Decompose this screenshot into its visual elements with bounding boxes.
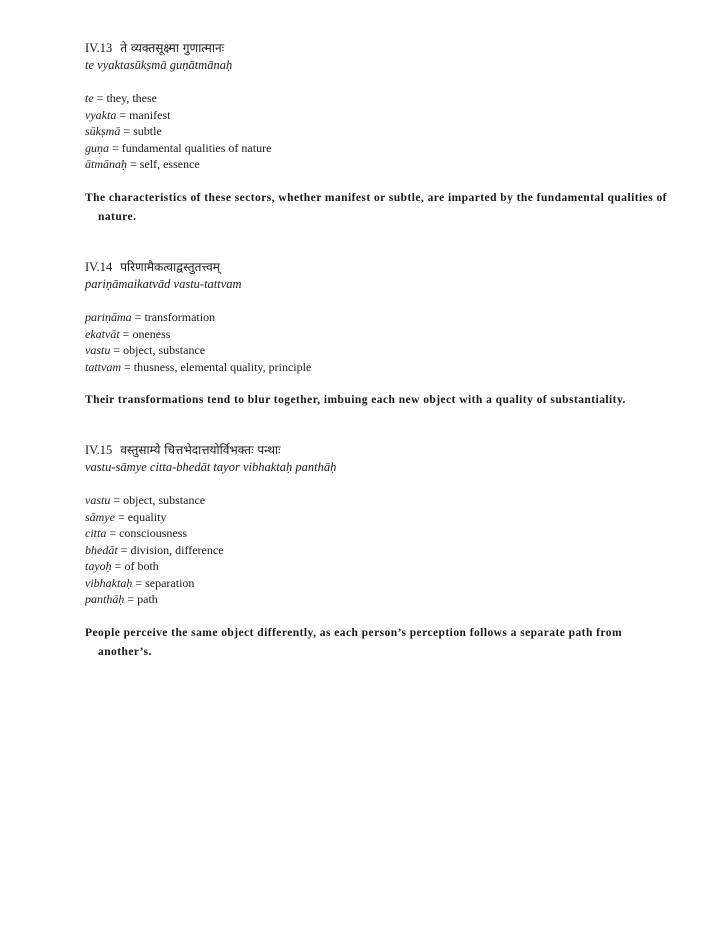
gloss-meaning: subtle — [133, 124, 162, 138]
sutra-block-iv-15 — [85, 442, 685, 662]
sutra-block-iv-13 — [85, 40, 685, 227]
equals-sign: = — [123, 124, 131, 138]
equals-sign: = — [109, 526, 117, 540]
gloss-item — [85, 591, 685, 608]
gloss-term: guṇa — [85, 140, 109, 155]
gloss-item — [85, 156, 685, 173]
equals-sign: = — [120, 542, 128, 557]
gloss-term: vastu — [85, 343, 111, 357]
sutra-heading — [85, 442, 685, 459]
gloss-term: bhedāt — [85, 542, 118, 557]
gloss-term: tayoḥ — [85, 559, 112, 573]
gloss-meaning: transformation — [144, 310, 216, 324]
sutra-devanagari: परिणामैकत्वाद्वस्तुतत्त्वम् — [120, 260, 220, 274]
gloss-item — [85, 542, 685, 559]
equals-sign: = — [96, 91, 104, 105]
gloss-term: te — [85, 91, 94, 105]
equals-sign: = — [127, 592, 135, 606]
sutra-number: IV.15 — [85, 443, 113, 457]
sutra-transliteration: te vyaktasūkṣmā guṇātmānaḥ — [85, 58, 233, 72]
gloss-meaning: separation — [145, 575, 195, 590]
sutra-summary: The characteristics of these sectors, whether manifest or subtle, are imparted by the fundamental qualities of nature. — [85, 191, 667, 223]
equals-sign: = — [112, 140, 119, 155]
gloss-meaning: object, substance — [123, 493, 206, 507]
gloss-term: pariṇāma — [85, 310, 132, 324]
sutra-summary: Their transformations tend to blur together, imbuing each new object with a quality of substantiality. — [85, 394, 626, 406]
gloss-list — [85, 492, 685, 608]
sutra-number: IV.13 — [85, 41, 113, 55]
gloss-item — [85, 140, 685, 157]
gloss-item — [85, 359, 685, 376]
gloss-meaning: equality — [127, 509, 167, 524]
gloss-list — [85, 90, 685, 173]
gloss-item — [85, 107, 685, 124]
gloss-meaning: path — [137, 592, 158, 606]
gloss-meaning: of both — [124, 559, 159, 573]
equals-sign: = — [119, 107, 127, 122]
equals-sign: = — [122, 326, 130, 341]
gloss-term: citta — [85, 526, 107, 540]
sutra-transliteration: pariṇāmaikatvād vastu-tattvam — [85, 277, 242, 291]
gloss-item — [85, 342, 685, 359]
equals-sign: = — [114, 559, 122, 573]
equals-sign: = — [113, 343, 121, 357]
equals-sign: = — [113, 493, 121, 507]
gloss-term: tattvam — [85, 359, 121, 374]
sutra-transliteration: vastu-sāmye citta-bhedāt tayor vibhaktaḥ panthāḥ — [85, 460, 337, 474]
gloss-term: ātmānaḥ — [85, 157, 127, 171]
gloss-item — [85, 123, 685, 140]
gloss-list — [85, 309, 685, 375]
sutra-number: IV.14 — [85, 260, 113, 274]
gloss-term: vastu — [85, 493, 111, 507]
gloss-term: sūkṣmā — [85, 124, 121, 138]
gloss-meaning: division, difference — [130, 542, 224, 557]
equals-sign: = — [130, 157, 137, 171]
gloss-item — [85, 90, 685, 107]
gloss-term: panthāḥ — [85, 592, 125, 606]
gloss-item — [85, 525, 685, 542]
equals-sign: = — [118, 509, 125, 524]
gloss-term: sāmye — [85, 509, 115, 524]
gloss-term: ekatvāt — [85, 326, 120, 341]
gloss-term: vibhaktaḥ — [85, 575, 133, 590]
gloss-term: vyakta — [85, 107, 117, 122]
document-page — [85, 0, 685, 942]
gloss-meaning: fundamental qualities of nature — [121, 140, 272, 155]
sutra-heading — [85, 259, 685, 276]
sutra-block-iv-14 — [85, 259, 685, 410]
gloss-meaning: consciousness — [119, 526, 188, 540]
gloss-item — [85, 326, 685, 343]
gloss-meaning: manifest — [129, 107, 171, 122]
equals-sign: = — [135, 575, 143, 590]
gloss-meaning: they, these — [106, 91, 157, 105]
gloss-item — [85, 575, 685, 592]
sutra-devanagari: वस्तुसाम्ये चित्तभेदात्तयोर्विभक्तः पन्थाः — [120, 443, 281, 457]
gloss-meaning: self, essence — [139, 157, 200, 171]
gloss-item — [85, 509, 685, 526]
equals-sign: = — [124, 359, 131, 374]
sutra-heading — [85, 40, 685, 57]
gloss-item — [85, 558, 685, 575]
gloss-meaning: oneness — [132, 326, 171, 341]
sutra-devanagari: ते व्यक्तसूक्ष्मा गुणात्मानः — [120, 41, 225, 55]
equals-sign: = — [134, 310, 142, 324]
gloss-meaning: thusness, elemental quality, principle — [133, 359, 312, 374]
gloss-meaning: object, substance — [123, 343, 206, 357]
gloss-item — [85, 309, 685, 326]
gloss-item — [85, 492, 685, 509]
sutra-summary: People perceive the same object differently, as each person’s perception follows a separate path from another’s. — [85, 626, 622, 658]
